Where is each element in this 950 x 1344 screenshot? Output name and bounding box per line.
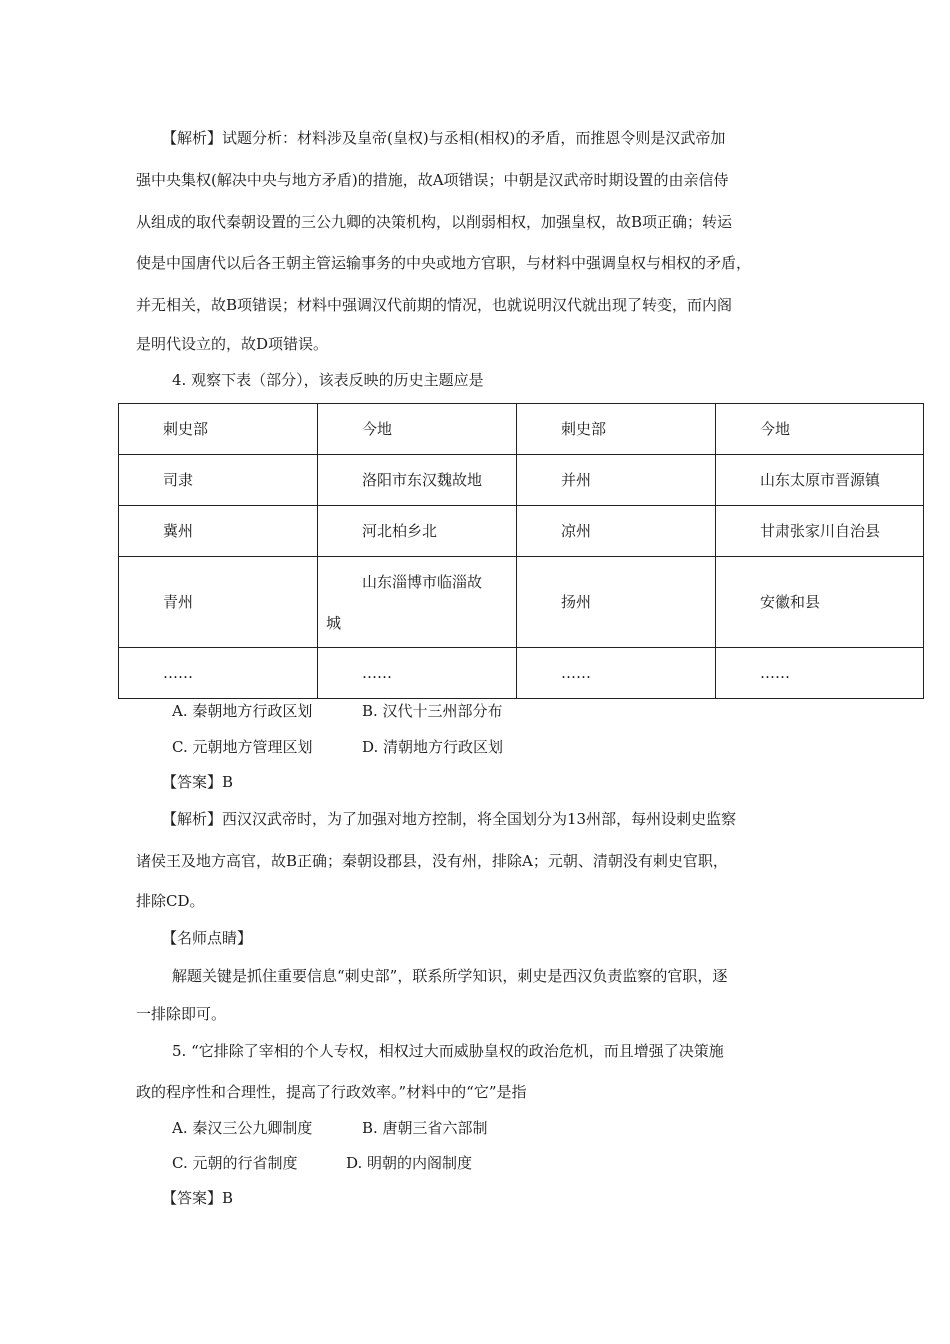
- question-5-stem-line-2: 政的程序性和合理性，提高了行政效率。”材料中的“它”是指: [136, 1083, 527, 1101]
- table-header-cell: 今地: [318, 404, 517, 455]
- table-cell: ……: [318, 648, 517, 699]
- table-cell: 洛阳市东汉魏故地: [318, 455, 517, 506]
- option-c: C. 元朝地方管理区划: [172, 738, 313, 756]
- table-row: [119, 557, 924, 648]
- table-cell: 凉州: [517, 506, 716, 557]
- table-row: [119, 455, 924, 506]
- table-cell: ……: [716, 648, 924, 699]
- q5-option-a: A. 秦汉三公九卿制度: [172, 1119, 313, 1137]
- analysis-line-1: 【解析】试题分析：材料涉及皇帝(皇权)与丞相(相权)的矛盾，而推恩令则是汉武帝加: [162, 129, 726, 147]
- table-cell: 冀州: [119, 506, 318, 557]
- table-cell: 青州: [119, 557, 318, 648]
- table-cell: ……: [517, 648, 716, 699]
- table-cell: 并州: [517, 455, 716, 506]
- analysis-line-4: 使是中国唐代以后各王朝主管运输事务的中央或地方官职，与材料中强调皇权与相权的矛盾，: [136, 254, 752, 272]
- answer-4: 【答案】B: [162, 773, 234, 791]
- answer-5: 【答案】B: [162, 1189, 234, 1207]
- analysis-line-3: 从组成的取代秦朝设置的三公九卿的决策机构，以削弱相权，加强皇权，故B项正确；转运: [136, 213, 733, 231]
- table-cell: 甘肃张家川自治县: [716, 506, 924, 557]
- analysis-line-6: 是明代设立的，故D项错误。: [136, 335, 329, 353]
- tips-title: 【名师点睛】: [162, 929, 253, 947]
- table-header-cell: 刺史部: [119, 404, 318, 455]
- table-row: [119, 506, 924, 557]
- q5-option-d: D. 明朝的内阁制度: [346, 1154, 473, 1172]
- tips-line-2: 一排除即可。: [136, 1005, 227, 1023]
- wrapped-text-line-2: 城: [326, 613, 342, 632]
- option-a: A. 秦朝地方行政区划: [172, 702, 313, 720]
- table-cell: ……: [119, 648, 318, 699]
- table-header-cell: 刺史部: [517, 404, 716, 455]
- table-cell: 安徽和县: [716, 557, 924, 648]
- option-d: D. 清朝地方行政区划: [362, 738, 504, 756]
- table-header-cell: 今地: [716, 404, 924, 455]
- table-row: [119, 648, 924, 699]
- tips-line-1: 解题关键是抓住重要信息“刺史部”，联系所学知识，刺史是西汉负责监察的官职，逐: [172, 967, 728, 985]
- q5-option-b: B. 唐朝三省六部制: [362, 1119, 488, 1137]
- q5-option-c: C. 元朝的行省制度: [172, 1154, 298, 1172]
- analysis-line-5: 并无相关，故B项错误；材料中强调汉代前期的情况，也就说明汉代就出现了转变，而内阁: [136, 296, 733, 314]
- analysis-4-line-1: 【解析】西汉汉武帝时，为了加强对地方控制，将全国划分为13州部，每州设刺史监察: [162, 810, 737, 828]
- analysis-line-2: 强中央集权(解决中央与地方矛盾)的措施，故A项错误；中朝是汉武帝时期设置的由亲信侍: [136, 171, 729, 189]
- question-5-stem-line-1: 5. “它排除了宰相的个人专权，相权过大而威胁皇权的政治危机，而且增强了决策施: [172, 1042, 724, 1060]
- province-table: [118, 403, 924, 699]
- table-cell: 河北柏乡北: [318, 506, 517, 557]
- analysis-4-line-2: 诸侯王及地方高官，故B正确；秦朝设郡县，没有州，排除A；元朝、清朝没有刺史官职，: [136, 852, 728, 870]
- question-4-stem: 4. 观察下表（部分），该表反映的历史主题应是: [172, 371, 484, 389]
- table-cell: 司隶: [119, 455, 318, 506]
- table-cell-wrapped: [318, 557, 517, 648]
- analysis-4-line-3: 排除CD。: [136, 892, 205, 910]
- option-b: B. 汉代十三州部分布: [362, 702, 503, 720]
- table-header-row: [119, 404, 924, 455]
- table-cell: 扬州: [517, 557, 716, 648]
- wrapped-text-line-1: 山东淄博市临淄故: [362, 572, 483, 591]
- table-cell: 山东太原市晋源镇: [716, 455, 924, 506]
